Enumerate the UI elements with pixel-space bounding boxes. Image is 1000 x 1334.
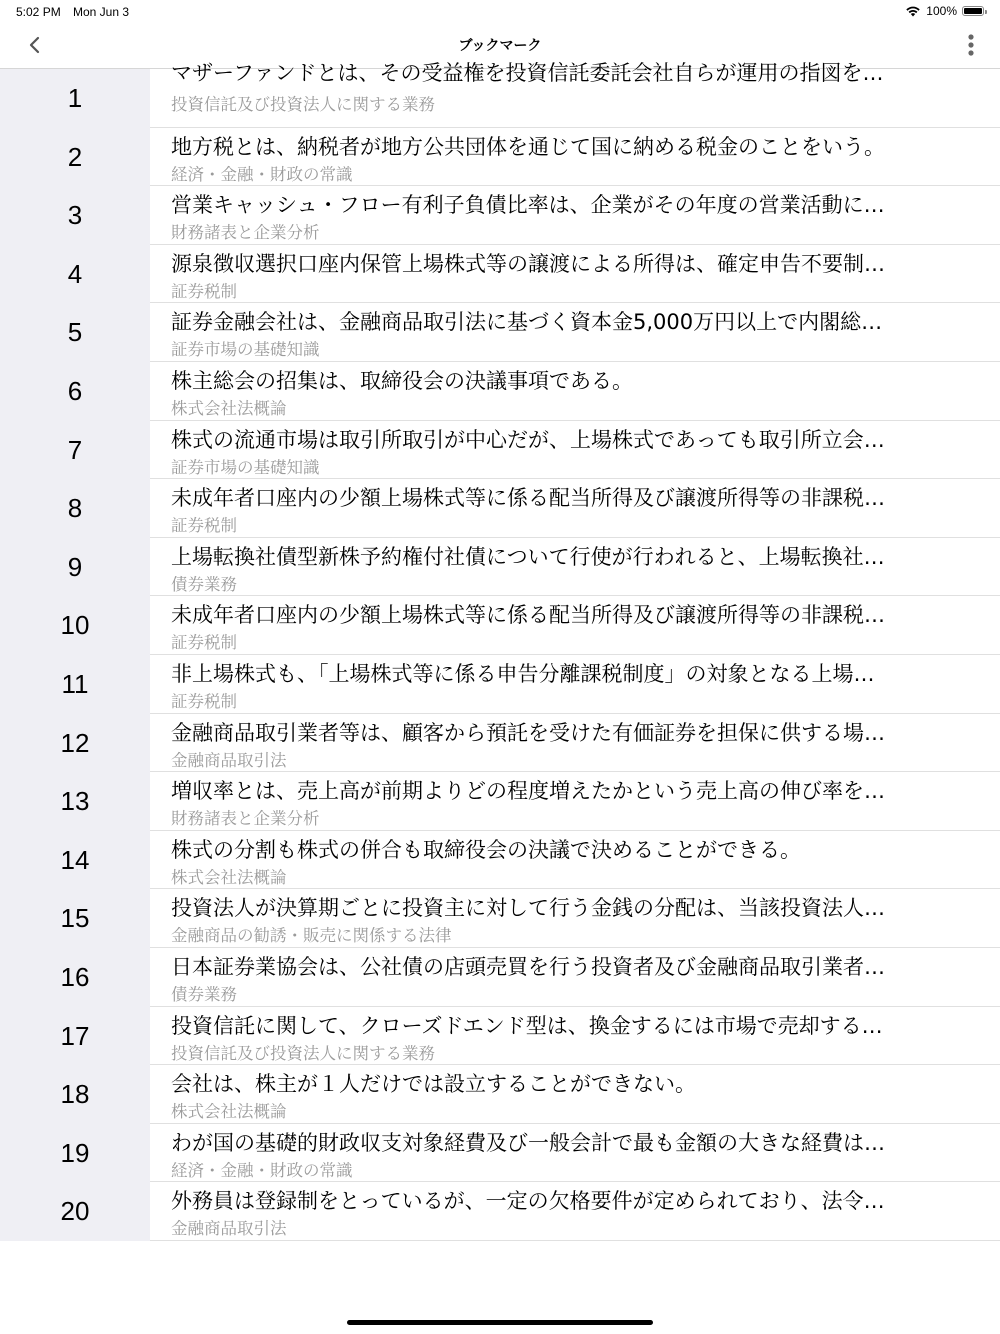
- item-question-text: 源泉徴収選択口座内保管上場株式等の譲渡による所得は、確定申告不要制…: [171, 251, 885, 276]
- item-number: 4: [0, 245, 150, 304]
- list-item[interactable]: [0, 1065, 1000, 1124]
- item-body[interactable]: [150, 1124, 1000, 1183]
- item-category: 投資信託及び投資法人に関する業務: [171, 95, 435, 114]
- item-body[interactable]: [150, 655, 1000, 714]
- list-item[interactable]: [0, 1182, 1000, 1241]
- list-item[interactable]: [0, 479, 1000, 538]
- item-body[interactable]: [150, 1182, 1000, 1241]
- item-number: 17: [0, 1007, 150, 1066]
- battery-icon: [962, 6, 984, 16]
- item-question-text: 上場転換社債型新株予約権付社債について行使が行われると、上場転換社…: [171, 544, 885, 569]
- list-item[interactable]: [0, 362, 1000, 421]
- item-number: 16: [0, 948, 150, 1007]
- item-body[interactable]: [150, 479, 1000, 538]
- item-body[interactable]: [150, 421, 1000, 480]
- item-category: 財務諸表と企業分析: [171, 223, 320, 243]
- item-body[interactable]: [150, 128, 1000, 187]
- item-body[interactable]: [150, 303, 1000, 362]
- item-body[interactable]: [150, 1007, 1000, 1066]
- item-number: 9: [0, 538, 150, 597]
- item-question-text: 未成年者口座内の少額上場株式等に係る配当所得及び譲渡所得等の非課税…: [171, 486, 885, 511]
- item-number: 19: [0, 1124, 150, 1183]
- bookmark-list[interactable]: [0, 61, 1000, 1241]
- item-category: 証券税制: [171, 516, 237, 536]
- home-indicator[interactable]: [347, 1320, 653, 1325]
- more-options-button[interactable]: [964, 30, 978, 60]
- status-time: 5:02 PM: [16, 5, 61, 19]
- item-question-text: 株主総会の招集は、取締役会の決議事項である。: [171, 368, 633, 393]
- item-question-text: 株式の流通市場は取引所取引が中心だが、上場株式であっても取引所立会…: [171, 427, 885, 452]
- list-item[interactable]: [0, 655, 1000, 714]
- item-category: 株式会社法概論: [171, 1102, 287, 1122]
- list-item[interactable]: [0, 303, 1000, 362]
- item-body[interactable]: [150, 61, 1000, 128]
- list-item[interactable]: [0, 1124, 1000, 1183]
- list-item[interactable]: [0, 128, 1000, 187]
- item-question-text: マザーファンドとは、その受益権を投資信託委託会社自らが運用の指図を…: [171, 61, 884, 85]
- item-category: 証券税制: [171, 633, 237, 653]
- item-question-text: 未成年者口座内の少額上場株式等に係る配当所得及び譲渡所得等の非課税…: [171, 603, 885, 628]
- page-title: ブックマーク: [458, 38, 542, 54]
- list-item[interactable]: [0, 245, 1000, 304]
- item-category: 証券市場の基礎知識: [171, 340, 320, 360]
- item-number: 12: [0, 714, 150, 773]
- item-question-text: 外務員は登録制をとっているが、一定の欠格要件が定められており、法令…: [171, 1189, 885, 1214]
- item-question-text: 非上場株式も、「上場株式等に係る申告分離課税制度」の対象となる上場…: [171, 661, 875, 686]
- status-bar: [0, 0, 1000, 24]
- list-item[interactable]: [0, 772, 1000, 831]
- item-category: 債券業務: [171, 574, 237, 594]
- item-number: 13: [0, 772, 150, 831]
- item-number: 6: [0, 362, 150, 421]
- item-category: 金融商品の勧誘・販売に関係する法律: [171, 926, 452, 946]
- item-category: 投資信託及び投資法人に関する業務: [171, 1043, 435, 1063]
- item-number: 3: [0, 186, 150, 245]
- item-body[interactable]: [150, 948, 1000, 1007]
- list-item[interactable]: [0, 61, 1000, 128]
- status-right: [905, 4, 984, 18]
- item-number: 20: [0, 1182, 150, 1241]
- item-category: 証券市場の基礎知識: [171, 457, 320, 477]
- list-item[interactable]: [0, 831, 1000, 890]
- item-question-text: 会社は、株主が１人だけでは設立することができない。: [171, 1072, 696, 1097]
- list-item[interactable]: [0, 1007, 1000, 1066]
- item-number: 1: [0, 69, 150, 128]
- list-item[interactable]: [0, 538, 1000, 597]
- item-number: 7: [0, 421, 150, 480]
- status-date: Mon Jun 3: [73, 5, 130, 19]
- item-question-text: 日本証券業協会は、公社債の店頭売買を行う投資者及び金融商品取引業者…: [171, 954, 885, 979]
- item-category: 証券税制: [171, 281, 237, 301]
- item-number: 5: [0, 303, 150, 362]
- item-body[interactable]: [150, 772, 1000, 831]
- list-item[interactable]: [0, 596, 1000, 655]
- item-question-text: 投資法人が決算期ごとに投資主に対して行う金銭の分配は、当該投資法人…: [171, 896, 885, 921]
- item-number: 14: [0, 831, 150, 890]
- item-question-text: 営業キャッシュ・フロー有利子負債比率は、企業がその年度の営業活動に…: [171, 193, 885, 218]
- item-number: 2: [0, 128, 150, 187]
- item-body[interactable]: [150, 538, 1000, 597]
- list-item[interactable]: [0, 421, 1000, 480]
- wifi-icon: [905, 5, 921, 17]
- item-body[interactable]: [150, 1065, 1000, 1124]
- item-category: 債券業務: [171, 984, 237, 1004]
- item-body[interactable]: [150, 714, 1000, 773]
- item-category: 証券税制: [171, 691, 237, 711]
- item-category: 経済・金融・財政の常識: [171, 1160, 353, 1180]
- item-question-text: わが国の基礎的財政収支対象経費及び一般会計で最も金額の大きな経費は…: [171, 1130, 885, 1155]
- item-category: 財務諸表と企業分析: [171, 809, 320, 829]
- list-item[interactable]: [0, 948, 1000, 1007]
- item-body[interactable]: [150, 245, 1000, 304]
- item-number: 8: [0, 479, 150, 538]
- item-question-text: 証券金融会社は、金融商品取引法に基づく資本金5,000万円以上で内閣総…: [171, 310, 883, 335]
- item-number: 15: [0, 889, 150, 948]
- item-number: 11: [0, 655, 150, 714]
- item-body[interactable]: [150, 186, 1000, 245]
- item-number: 10: [0, 596, 150, 655]
- item-category: 株式会社法概論: [171, 398, 287, 418]
- item-category: 金融商品取引法: [171, 1219, 287, 1239]
- item-question-text: 投資信託に関して、クローズドエンド型は、換金するには市場で売却する…: [171, 1013, 883, 1038]
- item-category: 金融商品取引法: [171, 750, 287, 770]
- item-category: 株式会社法概論: [171, 867, 287, 887]
- list-item[interactable]: [0, 714, 1000, 773]
- item-question-text: 増収率とは、売上高が前期よりどの程度増えたかという売上高の伸び率を…: [171, 779, 885, 804]
- list-item[interactable]: [0, 889, 1000, 948]
- item-question-text: 金融商品取引業者等は、顧客から預託を受けた有価証券を担保に供する場…: [171, 720, 885, 745]
- item-category: 経済・金融・財政の常識: [171, 164, 353, 184]
- item-body[interactable]: [150, 596, 1000, 655]
- battery-percent: 100%: [926, 4, 957, 18]
- list-item[interactable]: [0, 186, 1000, 245]
- item-body[interactable]: [150, 362, 1000, 421]
- item-question-text: 株式の分割も株式の併合も取締役会の決議で決めることができる。: [171, 837, 801, 862]
- item-question-text: 地方税とは、納税者が地方公共団体を通じて国に納める税金のことをいう。: [171, 134, 885, 159]
- item-body[interactable]: [150, 889, 1000, 948]
- item-number: 18: [0, 1065, 150, 1124]
- item-body[interactable]: [150, 831, 1000, 890]
